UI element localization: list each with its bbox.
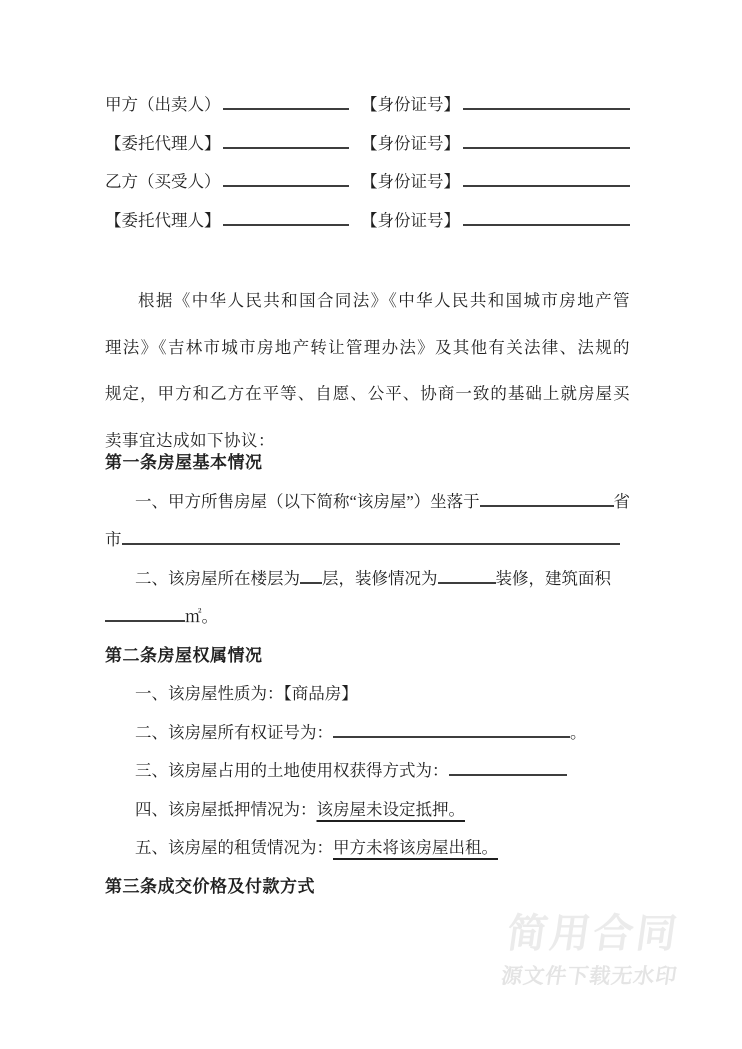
text-segment: 市 [105,530,122,549]
contract-line [105,714,630,753]
blank-field [300,582,322,584]
party-row [105,202,630,241]
contract-line [105,791,630,830]
blank-field [480,505,614,507]
text-segment: ㎡。 [185,607,218,626]
id-number-label: 【身份证号】 [361,95,460,114]
text-segment: 层，装修情况为 [322,568,438,588]
party-section [105,86,630,240]
contract-line [105,675,630,714]
blank-field [449,774,567,776]
preamble-line: 理法》《吉林市城市房地产转让管理办法》及其他有关法律、法规的 [105,337,630,357]
underlined-text: 甲方未将该房屋出租。 [333,838,498,857]
contract-line [105,752,630,791]
preamble-line: 卖事宜达成如下协议： [105,430,275,450]
section-heading: 第二条房屋权属情况 [105,645,263,665]
id-number-blank [463,108,630,110]
blank-field [438,582,496,584]
party-name-blank [223,185,350,187]
section-heading: 第一条房屋基本情况 [105,453,263,472]
blank-field [333,736,570,738]
contract-line [105,598,630,637]
section-heading: 第三条成交价格及付款方式 [105,876,315,896]
id-number-label: 【身份证号】 [361,133,460,153]
contract-body [105,444,630,906]
watermark-subtitle: 源文件下载无水印 [499,965,679,988]
text-segment: 一、甲方所售房屋（以下简称“该房屋”）坐落于 [135,491,480,511]
party-name-blank [223,108,350,110]
text-segment: 五、该房屋的租赁情况为： [135,838,333,857]
id-number-label: 【身份证号】 [361,210,460,230]
text-segment: 二、该房屋所有权证号为： [135,722,333,742]
party-label: 乙方（买受人） [105,172,221,191]
contract-line [105,560,630,599]
preamble-line: 规定，甲方和乙方在平等、自愿、公平、协商一致的基础上就房屋买 [105,384,630,403]
id-number-blank [463,224,630,226]
text-segment: 装修，建筑面积 [495,568,611,588]
text-segment: 一、该房屋性质为：【商品房】 [135,684,358,703]
blank-field [105,620,185,622]
preamble-line: 根据《中华人民共和国合同法》《中华人民共和国城市房地产管 [138,291,630,310]
contract-line [105,521,630,560]
id-number-blank [463,147,630,149]
party-label: 甲方（出卖人） [105,95,221,114]
party-name-blank [223,147,350,149]
text-segment: 三、该房屋占用的土地使用权获得方式为： [135,761,449,780]
party-label: 【委托代理人】 [105,210,221,230]
party-label: 【委托代理人】 [105,133,221,153]
text-segment: 二、该房屋所在楼层为 [135,568,300,588]
contract-line [105,483,630,522]
watermark [499,908,687,992]
text-segment: 四、该房屋抵押情况为： [135,799,317,819]
blank-field [122,543,621,545]
id-number-blank [463,185,630,187]
text-segment: 。 [570,722,587,742]
preamble-paragraph [105,278,630,450]
watermark-title: 简用合同 [504,912,683,956]
contract-line [105,829,630,868]
party-name-blank [223,224,350,226]
party-row [105,163,630,202]
party-row [105,86,630,125]
party-row [105,125,630,164]
underlined-text: 该房屋未设定抵押。 [316,799,465,819]
id-number-label: 【身份证号】 [361,172,460,191]
text-segment: 省 [613,491,630,511]
